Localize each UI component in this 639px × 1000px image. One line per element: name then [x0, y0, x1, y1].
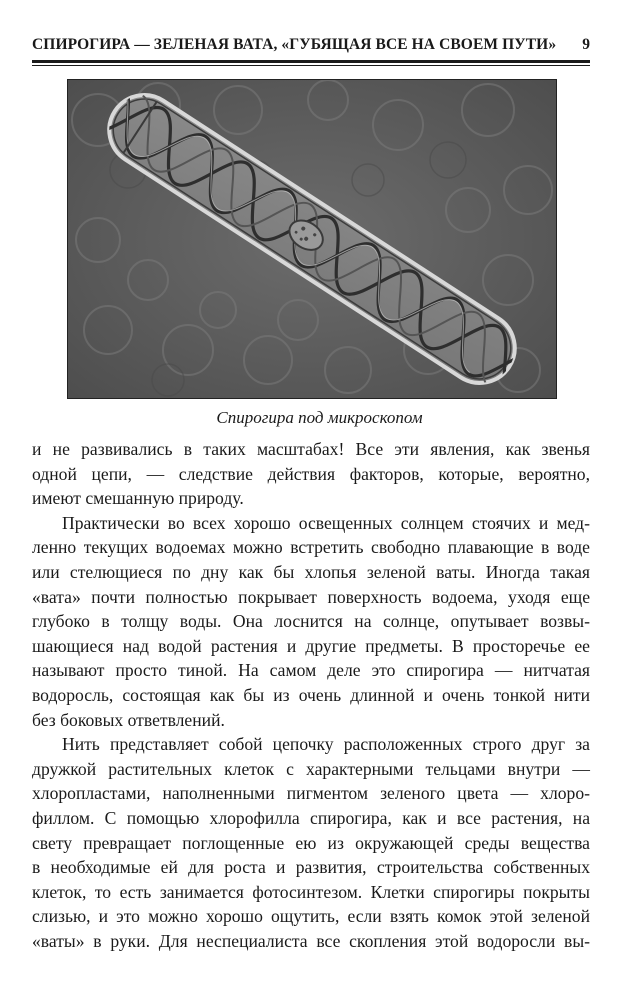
text-line: водоросль, состоящая как бы из очень длинной и очень тонкой нити — [32, 684, 590, 705]
text-line: ленно текущих водоемах можно встретить свободно плавающие в воде — [32, 537, 590, 558]
paragraph — [32, 437, 590, 511]
running-header-title: СПИРОГИРА — ЗЕЛЕНАЯ ВАТА, «ГУБЯЩАЯ ВСЕ НА СВОЕМ ПУТИ» — [32, 36, 557, 53]
text-line: хлоропластами, наполненными пигментом зеленого цвета — хлоро- — [32, 783, 590, 804]
running-header — [32, 36, 590, 58]
spirogyra-cell-image — [68, 80, 556, 398]
text-line: и не развивались в таких масштабах! Все эти явления, как звенья — [32, 439, 590, 459]
header-rule-thick — [32, 60, 590, 63]
text-line: имеют смешанную природу. — [32, 488, 244, 509]
text-line: шающиеся над водой растения и другие предметы. В просторечье ее — [32, 635, 590, 656]
text-line: дружкой растительных клеток с характерными тельцами внутри — — [32, 758, 590, 779]
text-line: называют просто тиной. На самом деле это спирогира — нитчатая — [32, 660, 590, 681]
text-line: Нить представляет собой цепочку расположенных строго друг за — [62, 734, 590, 755]
text-line: глубоко в толщу воды. Она лоснится на солнце, опутывает возвы- — [32, 611, 590, 632]
text-line: Практически во всех хорошо освещенных солнцем стоячих и мед- — [62, 512, 590, 533]
text-line: без боковых ответвлений. — [32, 709, 225, 730]
text-line: свету превращает поглощенные ею из окружающей среды вещества — [32, 832, 590, 853]
paragraph — [32, 732, 590, 953]
text-line: «вата» почти полностью покрывает поверхность водоема, уходя еще — [32, 586, 590, 607]
body-text — [32, 437, 590, 953]
text-line: или стелющиеся по дну как бы хлопья зеленой ваты. Иногда такая — [32, 561, 590, 582]
text-line: в необходимые ей для роста и развития, строительства собственных — [32, 857, 590, 878]
figure-caption: Спирогира под микроскопом — [216, 408, 423, 427]
text-line: одной цепи, — следствие действия факторов, которые, вероятно, — [32, 463, 590, 484]
header-rule-thin — [32, 65, 590, 66]
text-line: «ваты» в руки. Для неспециалиста все скопления этой водоросли вы- — [32, 930, 590, 951]
microscope-photo — [67, 79, 557, 399]
text-line: филлом. С помощью хлорофилла спирогира, как и все растения, на — [32, 807, 590, 828]
page-number: 9 — [582, 36, 590, 53]
text-line: слизью, и это можно хорошо ощутить, если взять комок этой зеленой — [32, 906, 590, 927]
text-line: клеток, то есть занимается фотосинтезом. Клетки спирогиры покрыты — [32, 881, 590, 902]
paragraph — [32, 511, 590, 732]
